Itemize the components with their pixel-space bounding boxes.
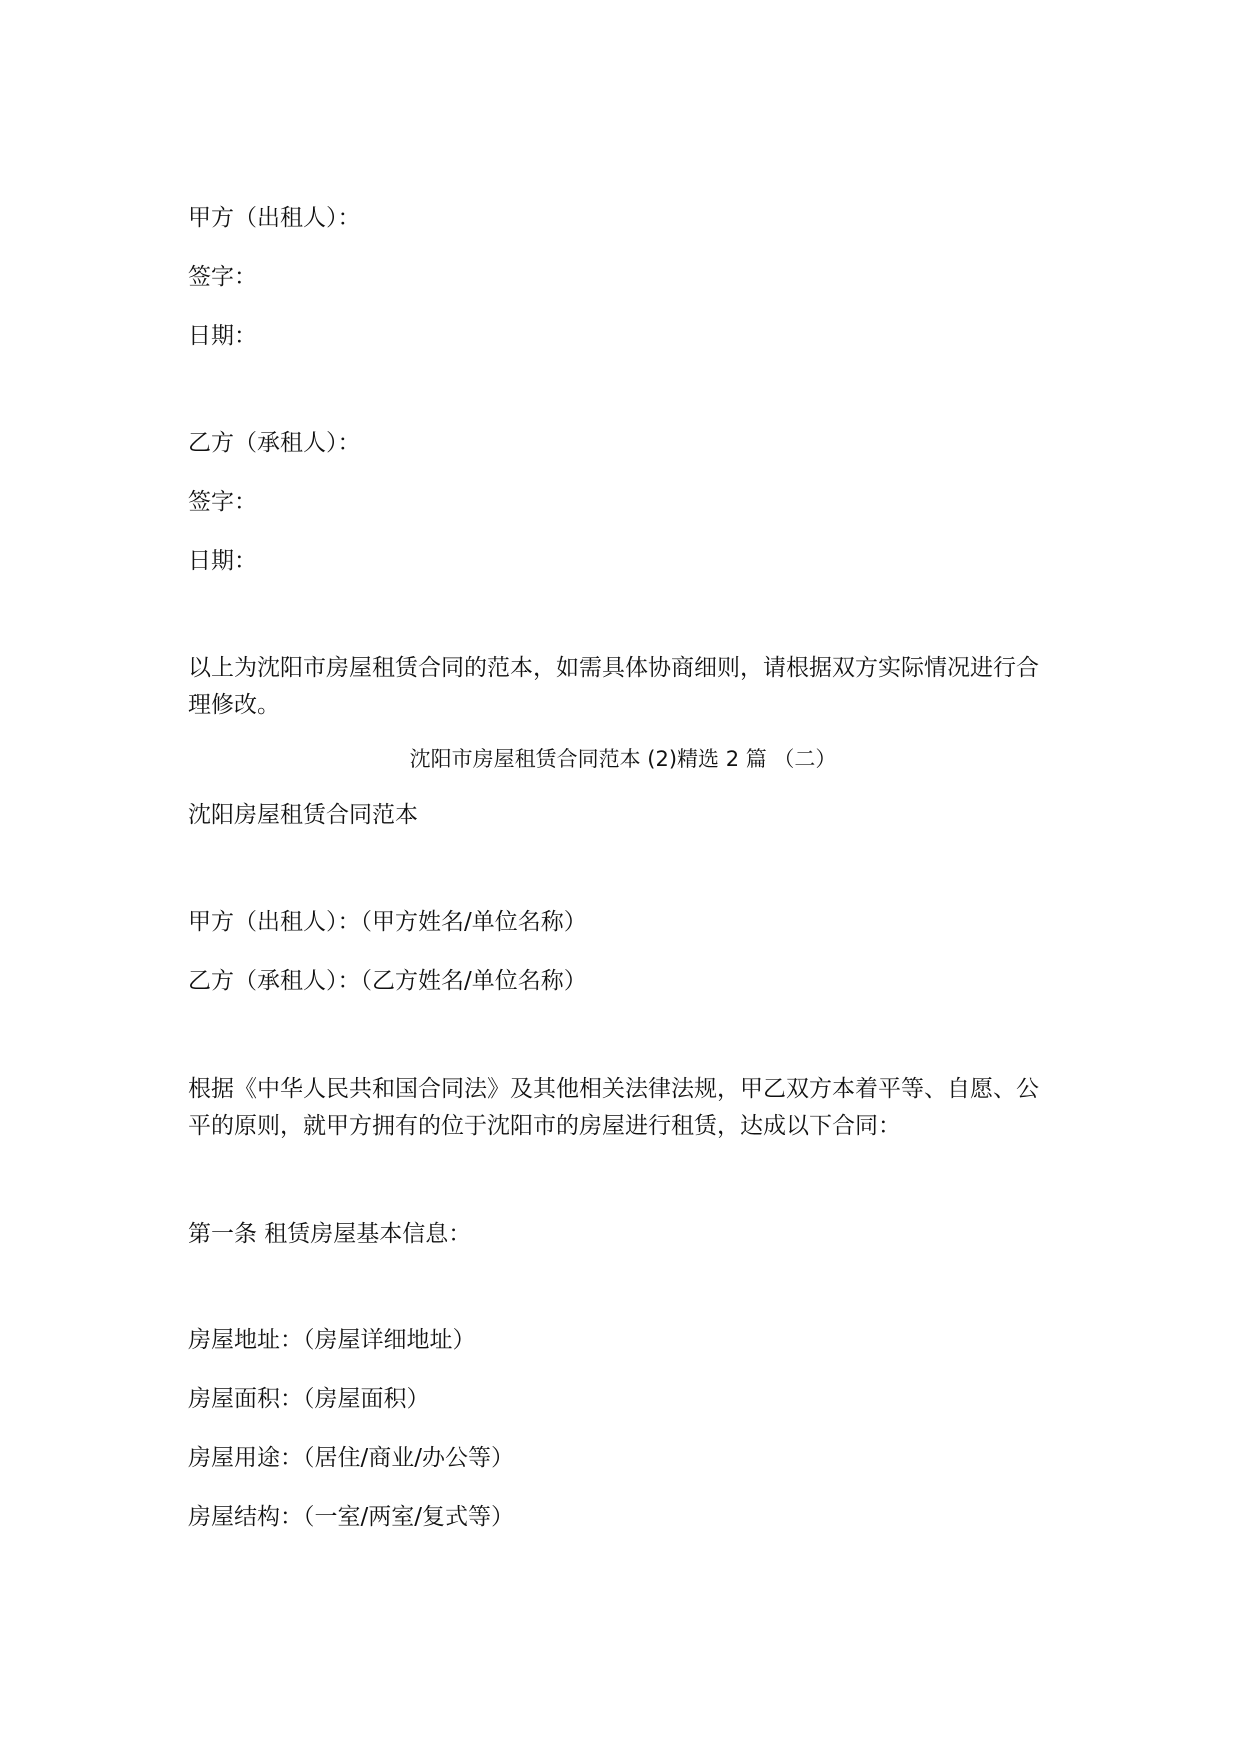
contract-title: 沈阳房屋租赁合同范本 bbox=[188, 802, 418, 828]
party-b-signature-label: 乙方（承租人）： bbox=[188, 430, 361, 456]
party-b-sign-field-label: 签字： bbox=[188, 489, 257, 515]
preamble-paragraph: 根据《中华人民共和国合同法》及其他相关法律法规，甲乙双方本着平等、自愿、公平的原则，就甲方拥有的位于沈阳市的房屋进行租赁，达成以下合同： bbox=[188, 1076, 1039, 1139]
party-a-sign-field-label: 签字： bbox=[188, 264, 257, 290]
party-b-line: 乙方（承租人）：（乙方姓名/单位名称） bbox=[188, 968, 587, 994]
house-structure-line: 房屋结构：（一室/两室/复式等） bbox=[188, 1504, 514, 1530]
party-a-line: 甲方（出租人）：（甲方姓名/单位名称） bbox=[188, 909, 587, 935]
house-address-line: 房屋地址：（房屋详细地址） bbox=[188, 1327, 476, 1353]
party-b-date-label: 日期： bbox=[188, 548, 257, 574]
house-area-line: 房屋面积：（房屋面积） bbox=[188, 1386, 430, 1412]
party-a-date-label: 日期： bbox=[188, 323, 257, 349]
section-heading: 沈阳市房屋租赁合同范本 (2)精选 2 篇 （二） bbox=[409, 747, 837, 771]
party-a-signature-label: 甲方（出租人）： bbox=[188, 205, 361, 231]
article-1-title: 第一条 租赁房屋基本信息： bbox=[188, 1221, 472, 1247]
closing-note-paragraph: 以上为沈阳市房屋租赁合同的范本，如需具体协商细则，请根据双方实际情况进行合理修改。 bbox=[188, 655, 1039, 718]
house-use-line: 房屋用途：（居住/商业/办公等） bbox=[188, 1445, 514, 1471]
